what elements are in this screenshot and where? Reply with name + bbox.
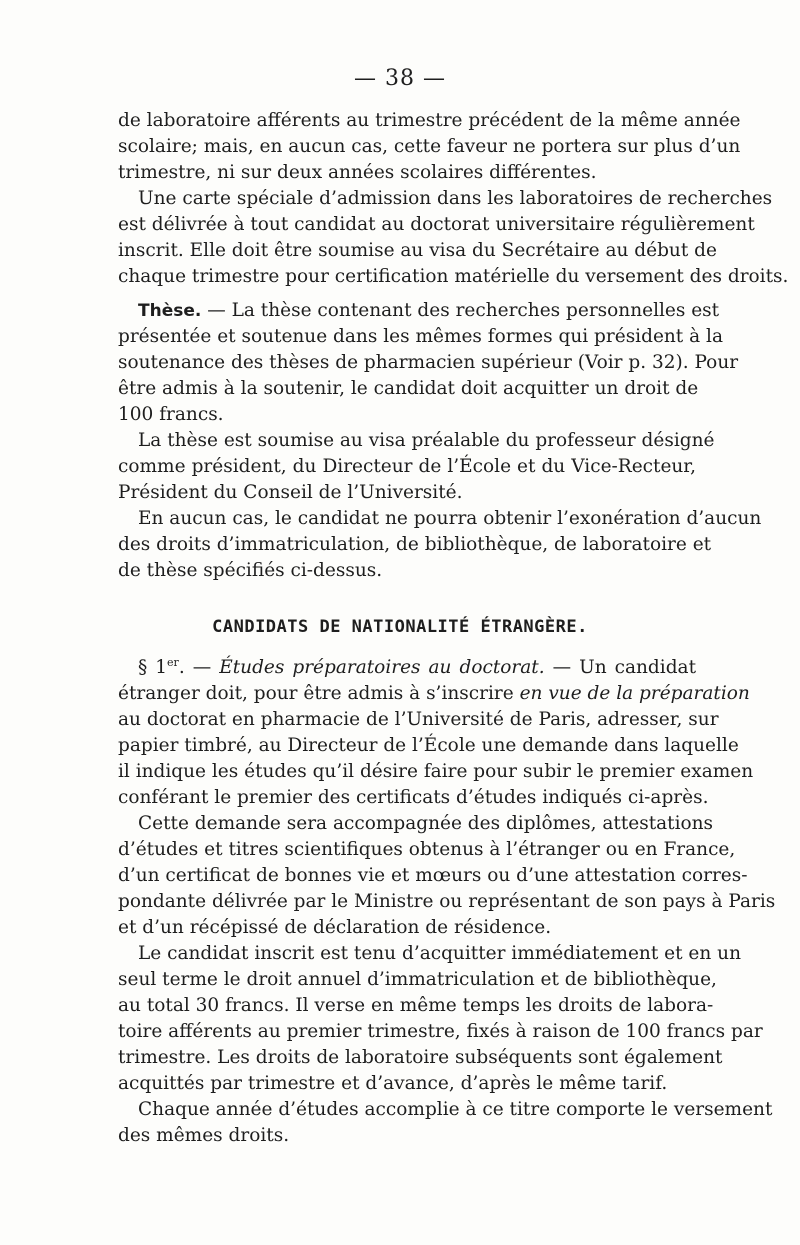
intro-text-block	[118, 108, 789, 290]
text-line: des mêmes droits.	[118, 1125, 290, 1146]
these-first-line	[118, 298, 720, 324]
text-line: de laboratoire afférents au trimestre précédent de la même année	[118, 110, 741, 131]
page-number: — 38 —	[354, 66, 446, 91]
text-line: papier timbré, au Directeur de l’École une demande dans laquelle	[118, 735, 739, 756]
text-line: La thèse est soumise au visa préalable du professeur désigné	[138, 430, 715, 451]
text-line: pondante délivrée par le Ministre ou représentant de son pays à Paris	[118, 891, 776, 912]
paragraph-first-line	[118, 655, 696, 681]
text-fragment: . —	[178, 657, 212, 678]
text-line: il indique les études qu’il désire faire pour subir le premier examen	[118, 761, 754, 782]
these-heading: Thèse.	[138, 301, 202, 321]
text-line: et d’un récépissé de déclaration de résidence.	[118, 917, 552, 938]
section-heading: CANDIDATS DE NATIONALITÉ ÉTRANGÈRE.	[212, 617, 588, 637]
text-line: seul terme le droit annuel d’immatriculation et de bibliothèque,	[118, 969, 717, 990]
text-line: toire afférents au premier trimestre, fixés à raison de 100 francs par	[118, 1021, 763, 1042]
section-marker-sup: er	[167, 655, 179, 669]
text-line: trimestre, ni sur deux années scolaires différentes.	[118, 162, 597, 183]
text-fragment: — Un candidat	[552, 657, 697, 678]
text-line: d’un certificat de bonnes vie et mœurs ou d’une attestation corres-	[118, 865, 748, 886]
text-line: En aucun cas, le candidat ne pourra obtenir l’exonération d’aucun	[138, 508, 762, 529]
text-line: Une carte spéciale d’admission dans les laboratoires de recherches	[138, 188, 773, 209]
text-line: d’études et titres scientifiques obtenus à l’étranger ou en France,	[118, 839, 736, 860]
paragraph-second-line	[118, 681, 750, 707]
text-line: acquittés par trimestre et d’avance, d’après le même tarif.	[118, 1073, 668, 1094]
text-line: des droits d’immatriculation, de bibliothèque, de laboratoire et	[118, 534, 712, 555]
text-line: au doctorat en pharmacie de l’Université de Paris, adresser, sur	[118, 709, 719, 730]
text-line: Cette demande sera accompagnée des diplômes, attestations	[138, 813, 714, 834]
text-line: au total 30 francs. Il verse en même temps les droits de labora-	[118, 995, 714, 1016]
text-fragment: — La thèse contenant des recherches personnelles est	[207, 300, 720, 321]
text-line: Le candidat inscrit est tenu d’acquitter immédiatement et en un	[138, 943, 741, 964]
text-line: inscrit. Elle doit être soumise au visa du Secrétaire au début de	[118, 240, 717, 261]
text-line: présentée et soutenue dans les mêmes formes qui président à la	[118, 326, 723, 347]
text-line: 100 francs.	[118, 404, 224, 425]
text-line: trimestre. Les droits de laboratoire subséquents sont également	[118, 1047, 723, 1068]
section-marker: § 1	[138, 657, 168, 678]
text-line: être admis à la soutenir, le candidat doit acquitter un droit de	[118, 378, 699, 399]
italic-phrase: en vue de la préparation	[519, 683, 750, 704]
text-line: de thèse spécifiés ci-dessus.	[118, 560, 383, 581]
text-line: scolaire; mais, en aucun cas, cette faveur ne portera sur plus d’un	[118, 136, 741, 157]
text-line: conférant le premier des certificats d’études indiqués ci-après.	[118, 787, 709, 808]
text-line: Chaque année d’études accomplie à ce titre comporte le versement	[138, 1099, 773, 1120]
foreign-candidates-block	[118, 655, 776, 1149]
these-text-block	[118, 298, 762, 584]
text-line: comme président, du Directeur de l’École et du Vice-Recteur,	[118, 456, 696, 477]
text-line: est délivrée à tout candidat au doctorat universitaire régulièrement	[118, 214, 755, 235]
text-line: chaque trimestre pour certification matérielle du versement des droits.	[118, 266, 789, 287]
text-fragment: étranger doit, pour être admis à s’inscrire	[118, 683, 514, 704]
italic-title: Études préparatoires au doctorat.	[219, 657, 545, 678]
text-line: Président du Conseil de l’Université.	[118, 482, 463, 503]
text-line: soutenance des thèses de pharmacien supérieur (Voir p. 32). Pour	[118, 352, 739, 373]
